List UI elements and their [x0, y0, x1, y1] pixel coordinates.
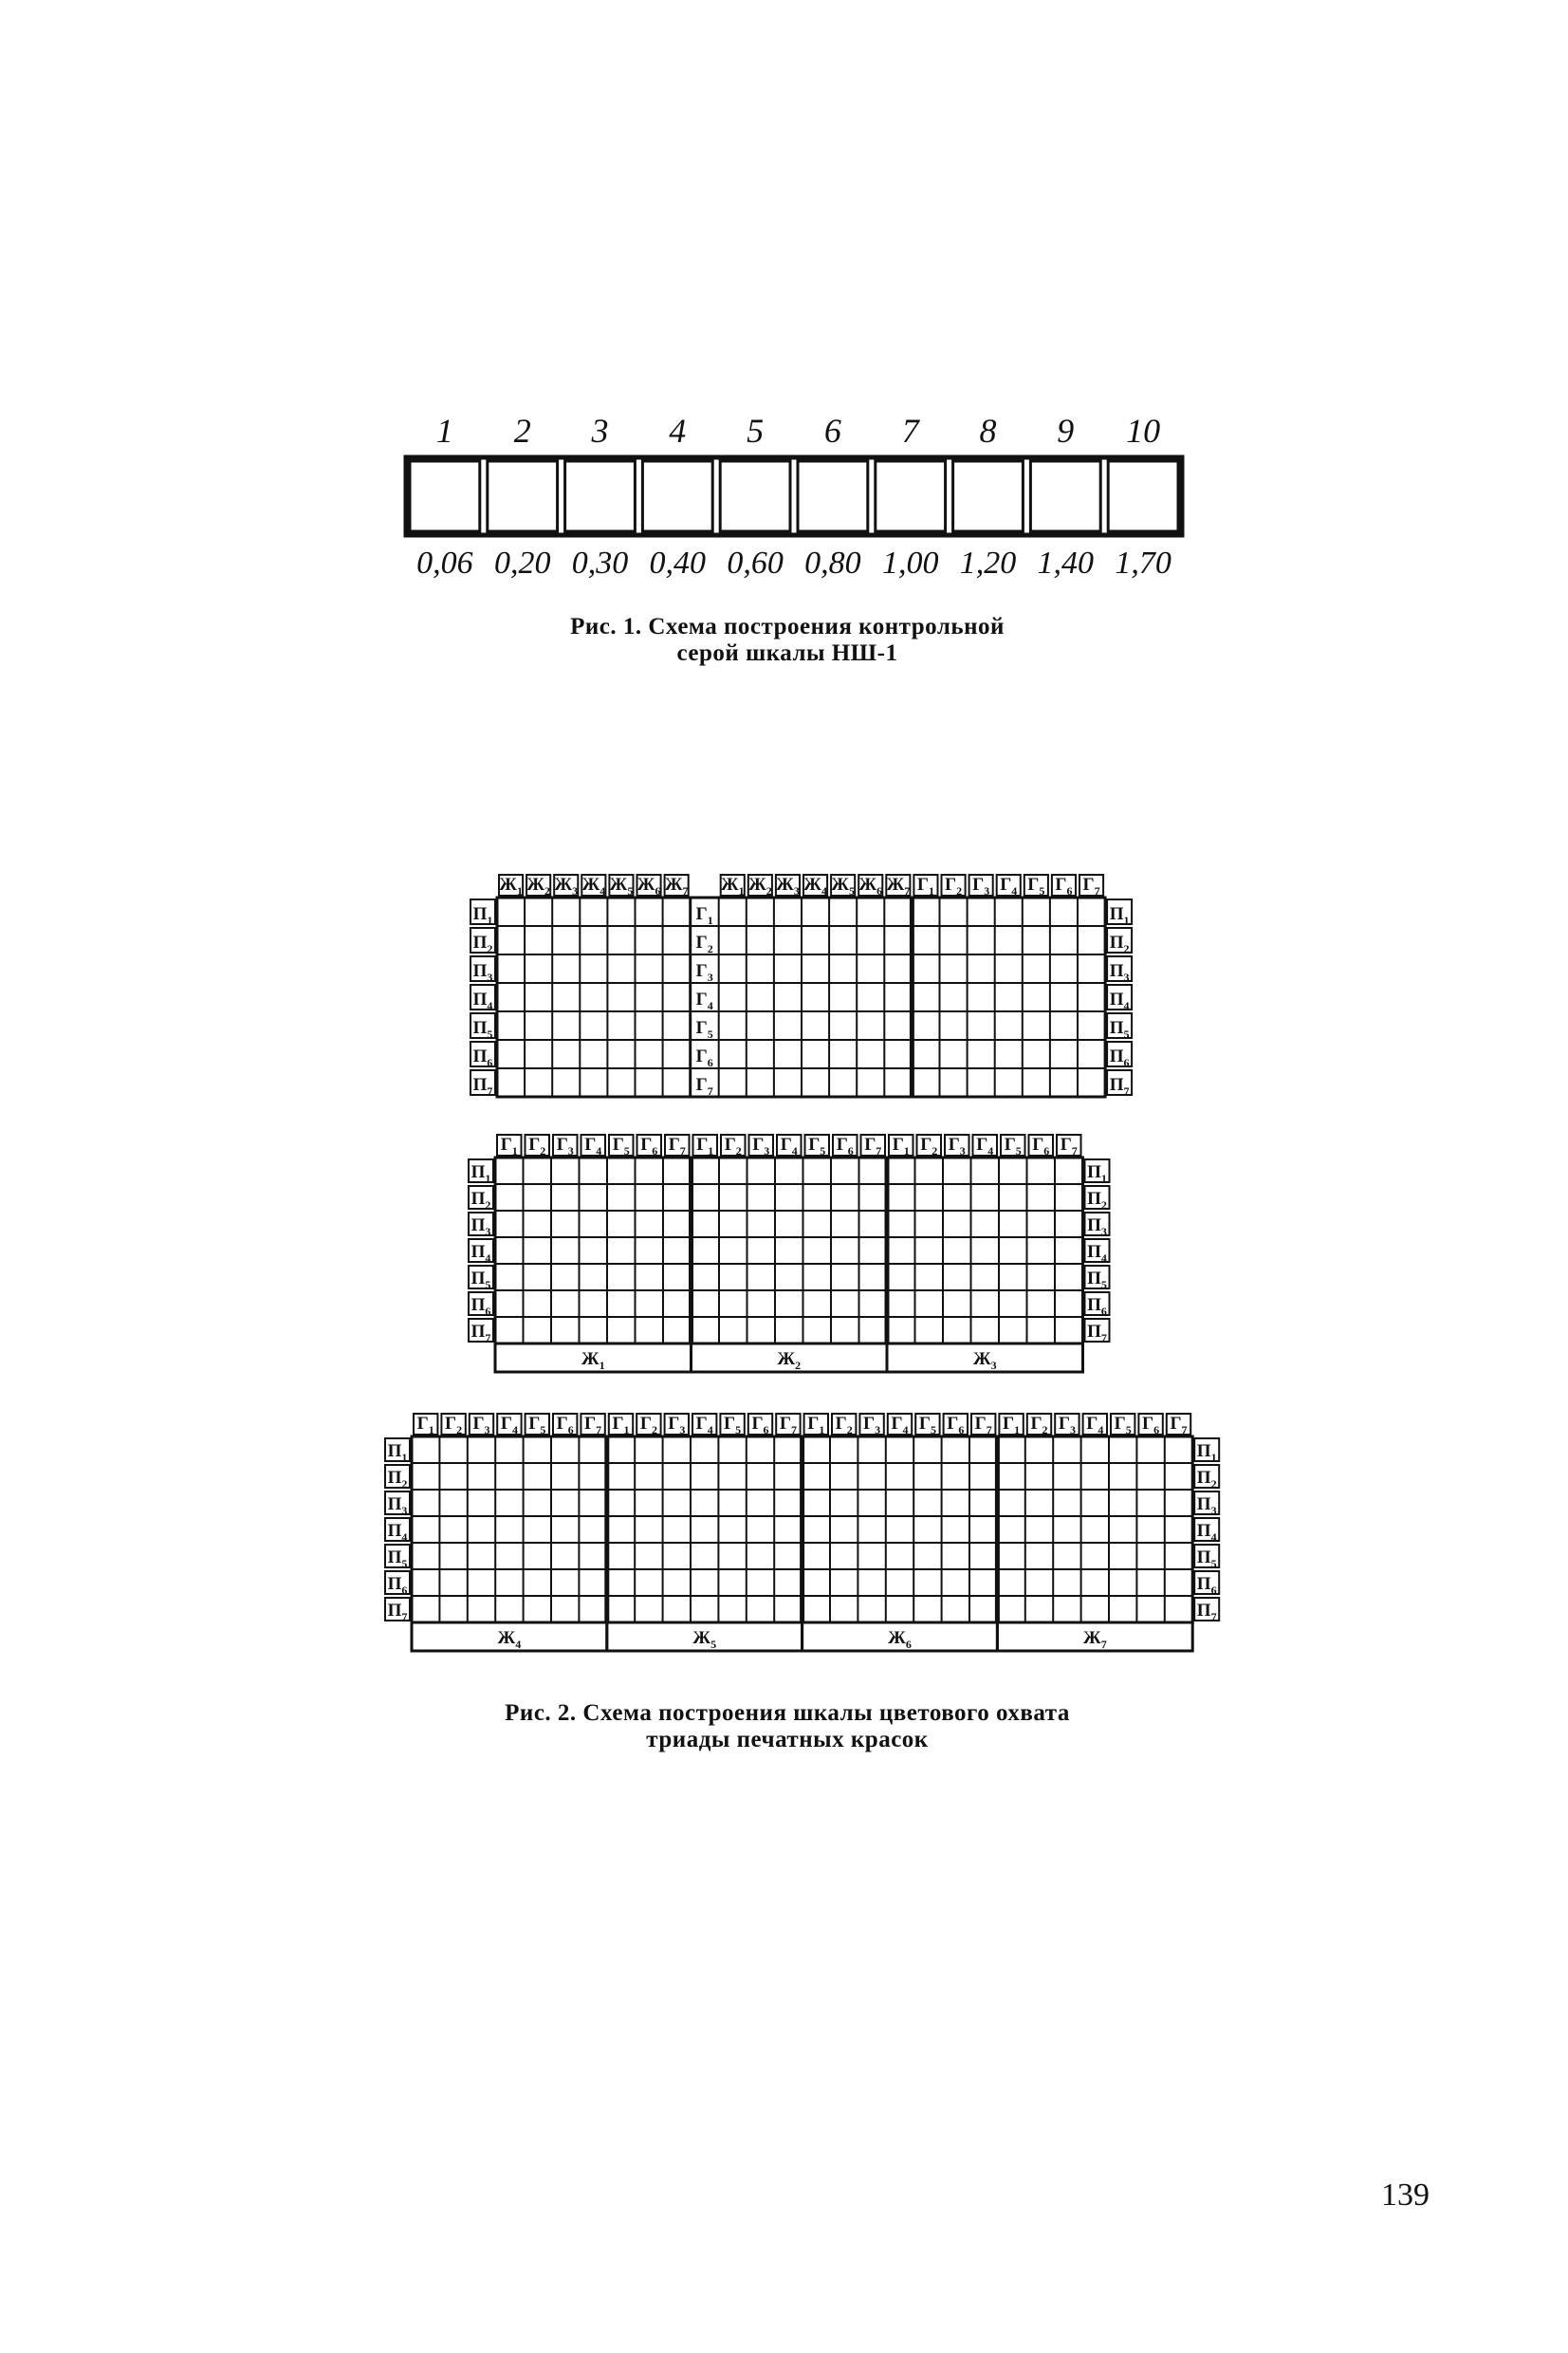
column-label: $Г_4$: [780, 1135, 798, 1158]
column-label: $Ж_5$: [609, 875, 634, 898]
row-label-left: $П_7$: [387, 1601, 408, 1623]
column-label: $Г_5$: [808, 1135, 826, 1158]
grid-1: [470, 875, 1132, 1098]
row-label-left: $П_5$: [470, 1269, 491, 1291]
column-label: $Г_5$: [1114, 1414, 1132, 1436]
figure-2-caption-line2: триады печатных красок: [646, 1727, 929, 1752]
row-label-right: $П_7$: [1087, 1322, 1107, 1344]
column-label: $Г_7$: [584, 1414, 602, 1436]
column-label: $Г_5$: [1027, 875, 1045, 898]
column-label: $Г_6$: [556, 1414, 574, 1436]
row-label-right: $П_1$: [1087, 1162, 1107, 1185]
row-label-right: $П_2$: [1087, 1189, 1107, 1212]
row-label-left: $П_1$: [387, 1441, 408, 1464]
column-label: $Г_3$: [752, 1135, 770, 1158]
column-label: $Г_2$: [1030, 1414, 1048, 1436]
column-label: $Г_2$: [724, 1135, 742, 1158]
block-label: $Ж_6$: [888, 1628, 912, 1651]
column-label: $Г_7$: [668, 1135, 686, 1158]
patch-density: 1,70: [1115, 546, 1171, 581]
row-label-left: $П_7$: [470, 1322, 491, 1344]
column-label: $Г_6$: [640, 1135, 658, 1158]
patch-number: 2: [513, 412, 531, 450]
row-label-middle: $Г_3$: [695, 961, 713, 984]
column-label: $Г_2$: [445, 1414, 463, 1436]
patch-density: 0,80: [804, 546, 861, 581]
column-label: $Г_3$: [863, 1414, 881, 1436]
row-label-left: $П_3$: [387, 1494, 408, 1517]
row-label-left: $П_2$: [387, 1468, 408, 1491]
figure-1-caption-line2: серой шкалы НШ-1: [676, 640, 898, 666]
column-label: $Г_2$: [945, 875, 963, 898]
row-label-left: $П_5$: [387, 1547, 408, 1570]
row-label-right: $П_5$: [1109, 1018, 1130, 1041]
column-label: $Г_5$: [918, 1414, 936, 1436]
column-label: $Ж_6$: [636, 875, 661, 898]
patch-number: 1: [435, 412, 453, 450]
row-label-right: $П_6$: [1196, 1574, 1217, 1597]
row-label-right: $П_1$: [1196, 1441, 1217, 1464]
patch-number: 5: [747, 412, 765, 450]
patch-number: 10: [1126, 412, 1161, 450]
column-label: $Ж_7$: [886, 875, 911, 898]
column-label: $Г_5$: [612, 1135, 630, 1158]
gray-scale-patch: [1030, 461, 1100, 531]
patch-density: 0,06: [416, 546, 473, 581]
gray-scale-patch: [488, 461, 558, 531]
figure-1-gray-scale: [0, 0, 1568, 664]
row-label-left: $П_3$: [470, 1215, 491, 1238]
patch-number: 8: [979, 412, 997, 450]
column-label: $Г_7$: [1060, 1135, 1078, 1158]
patch-density: 0,60: [727, 546, 784, 581]
column-label: $Г_7$: [1170, 1414, 1188, 1436]
grid-2: [469, 1135, 1110, 1372]
column-label: $Г_6$: [1055, 875, 1073, 898]
row-label-left: $П_6$: [472, 1047, 493, 1069]
column-label: $Г_2$: [835, 1414, 853, 1436]
row-label-right: $П_4$: [1109, 990, 1130, 1012]
column-label: $Г_1$: [807, 1414, 825, 1436]
column-label: $Г_4$: [1086, 1414, 1104, 1436]
block-label: $Ж_7$: [1082, 1628, 1107, 1651]
column-label: $Г_6$: [751, 1414, 769, 1436]
row-label-left: $П_5$: [472, 1018, 493, 1041]
patch-density: 1,20: [959, 546, 1017, 581]
column-label: $Ж_6$: [858, 875, 883, 898]
row-label-right: $П_2$: [1196, 1468, 1217, 1491]
column-label: $Г_5$: [528, 1414, 546, 1436]
patch-density: 0,40: [649, 546, 707, 581]
gray-scale-frame: [406, 457, 1182, 535]
gray-scale-patch: [410, 461, 480, 531]
figure-2-color-gamut-scheme: [0, 854, 1568, 1670]
row-label-middle: $Г_5$: [695, 1018, 713, 1041]
column-label: $Ж_4$: [803, 875, 827, 898]
row-label-middle: $Г_4$: [695, 990, 713, 1012]
column-label: $Ж_5$: [831, 875, 856, 898]
row-label-right: $П_4$: [1196, 1521, 1217, 1544]
patch-number: 9: [1057, 412, 1075, 450]
column-label: $Г_1$: [696, 1135, 714, 1158]
column-label: $Ж_1$: [499, 875, 523, 898]
column-label: $Г_1$: [892, 1135, 910, 1158]
grid-body: [495, 1158, 1083, 1343]
column-label: $Г_4$: [891, 1414, 909, 1436]
row-label-right: $П_5$: [1087, 1269, 1107, 1291]
row-label-right: $П_4$: [1087, 1242, 1107, 1265]
row-label-left: $П_1$: [472, 904, 493, 927]
patch-number: 4: [669, 412, 687, 450]
patch-number: 3: [591, 412, 609, 450]
column-label: $Г_3$: [556, 1135, 574, 1158]
row-label-left: $П_2$: [470, 1189, 491, 1212]
row-label-left: $П_2$: [472, 933, 493, 955]
row-label-left: $П_3$: [472, 961, 493, 984]
column-label: $Г_4$: [500, 1414, 518, 1436]
gray-scale-patch: [720, 461, 790, 531]
column-label: $Г_6$: [1032, 1135, 1050, 1158]
row-label-left: $П_4$: [472, 990, 493, 1012]
row-label-right: $П_3$: [1109, 961, 1130, 984]
column-label: $Ж_7$: [664, 875, 689, 898]
row-label-right: $П_5$: [1196, 1547, 1217, 1570]
patch-number: 6: [823, 412, 841, 450]
column-label: $Г_2$: [920, 1135, 938, 1158]
row-label-middle: $Г_2$: [695, 933, 713, 955]
patch-number: 7: [901, 412, 919, 450]
column-label: $Г_6$: [947, 1414, 965, 1436]
column-label: $Г_2$: [528, 1135, 546, 1158]
column-label: $Ж_1$: [720, 875, 745, 898]
row-label-middle: $Г_6$: [695, 1047, 713, 1069]
patch-density: 0,20: [493, 546, 551, 581]
gray-scale-patch: [1108, 461, 1178, 531]
patch-density: 1,00: [881, 546, 939, 581]
figure-2-caption: [398, 1700, 1176, 1753]
row-label-left: $П_7$: [472, 1075, 493, 1098]
column-label: $Г_3$: [668, 1414, 686, 1436]
grid-3: [385, 1414, 1219, 1651]
block-label: $Ж_5$: [692, 1628, 717, 1651]
row-label-left: $П_6$: [387, 1574, 408, 1597]
row-label-middle: $Г_1$: [695, 904, 713, 927]
row-label-left: $П_1$: [470, 1162, 491, 1185]
row-label-left: $П_4$: [387, 1521, 408, 1544]
figure-1-caption-line1: Рис. 1. Схема построения контрольной: [570, 614, 1005, 639]
figure-1-caption: [398, 614, 1176, 667]
column-label: $Г_3$: [948, 1135, 966, 1158]
column-label: $Г_7$: [1082, 875, 1100, 898]
column-label: $Г_3$: [972, 875, 990, 898]
row-label-right: $П_2$: [1109, 933, 1130, 955]
column-label: $Г_6$: [1142, 1414, 1160, 1436]
block-label: $Ж_4$: [497, 1628, 522, 1651]
column-label: $Г_6$: [836, 1135, 854, 1158]
column-label: $Г_7$: [974, 1414, 992, 1436]
column-label: $Ж_2$: [747, 875, 772, 898]
column-label: $Г_7$: [779, 1414, 797, 1436]
column-label: $Ж_2$: [526, 875, 551, 898]
column-label: $Г_1$: [612, 1414, 630, 1436]
row-label-right: $П_1$: [1109, 904, 1130, 927]
row-label-right: $П_7$: [1196, 1601, 1217, 1623]
gray-scale-patch: [876, 461, 946, 531]
column-label: $Г_7$: [864, 1135, 882, 1158]
figure-2-caption-line1: Рис. 2. Схема построения шкалы цветового охвата: [505, 1700, 1070, 1726]
row-label-right: $П_6$: [1109, 1047, 1130, 1069]
row-label-right: $П_6$: [1087, 1295, 1107, 1318]
column-label: $Г_4$: [976, 1135, 994, 1158]
column-label: $Г_5$: [1004, 1135, 1022, 1158]
row-label-left: $П_4$: [470, 1242, 491, 1265]
row-label-right: $П_7$: [1109, 1075, 1130, 1098]
column-label: $Г_4$: [695, 1414, 713, 1436]
block-label: $Ж_3$: [972, 1349, 997, 1372]
patch-density: 1,40: [1037, 546, 1095, 581]
column-label: $Г_3$: [1058, 1414, 1076, 1436]
row-label-left: $П_6$: [470, 1295, 491, 1318]
column-label: $Г_4$: [1000, 875, 1018, 898]
gray-scale-patch: [642, 461, 712, 531]
row-label-right: $П_3$: [1087, 1215, 1107, 1238]
block-label: $Ж_1$: [581, 1349, 605, 1372]
column-label: $Г_1$: [500, 1135, 518, 1158]
gray-scale-patch: [798, 461, 868, 531]
block-label: $Ж_2$: [777, 1349, 802, 1372]
column-label: $Г_5$: [724, 1414, 742, 1436]
patch-density: 0,30: [571, 546, 629, 581]
column-label: $Г_4$: [584, 1135, 602, 1158]
column-label: $Ж_4$: [581, 875, 606, 898]
column-label: $Г_1$: [1003, 1414, 1021, 1436]
row-label-middle: $Г_7$: [695, 1075, 713, 1098]
column-label: $Г_3$: [472, 1414, 490, 1436]
page-number: 139: [1381, 2177, 1430, 2213]
column-label: $Ж_3$: [554, 875, 579, 898]
column-label: $Г_1$: [416, 1414, 434, 1436]
gray-scale-patch: [565, 461, 636, 531]
gray-scale-patch: [953, 461, 1024, 531]
column-label: $Ж_3$: [776, 875, 800, 898]
row-label-right: $П_3$: [1196, 1494, 1217, 1517]
column-label: $Г_1$: [916, 875, 934, 898]
column-label: $Г_2$: [639, 1414, 657, 1436]
